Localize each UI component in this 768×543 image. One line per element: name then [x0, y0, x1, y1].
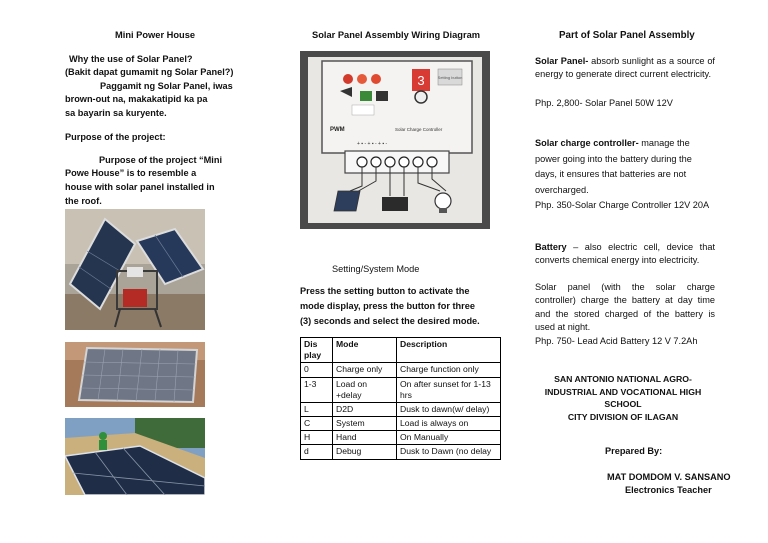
setting-button-label: Setting button	[437, 75, 463, 80]
setting-line-2: mode display, press the button for three	[300, 301, 475, 311]
why-answer-line-1: Paggamit ng Solar Panel, iwas	[100, 81, 233, 91]
purpose-line-4: the roof.	[65, 196, 102, 206]
header-description: Description	[397, 338, 501, 363]
prepared-by-label: Prepared By:	[605, 446, 663, 456]
solar-panel-photo	[65, 342, 205, 407]
cell-description: Dusk to dawn(w/ delay)	[397, 402, 501, 416]
cell-mode: Load on +delay	[333, 377, 397, 402]
solar-panel-stand-photo	[65, 209, 205, 330]
col1-title: Mini Power House	[115, 30, 196, 40]
author-role: Electronics Teacher	[625, 485, 712, 495]
battery-text: – also electric cell, device that converts chemical energy into electricity.	[535, 242, 715, 266]
header-display: Dis play	[301, 338, 333, 363]
cell-description: Charge function only	[397, 363, 501, 377]
school-line-3: SCHOOL	[604, 399, 642, 410]
cell-mode: D2D	[333, 402, 397, 416]
author-name: MAT DOMDOM V. SANSANO	[607, 472, 731, 482]
mode-table	[300, 337, 501, 460]
table-row	[301, 431, 501, 445]
why-answer-line-2: brown-out na, makakatipid ka pa	[65, 94, 208, 104]
charge-controller-price: Php. 350-Solar Charge Controller 12V 20A	[535, 200, 710, 210]
cell-description: On after sunset for 1-13 hrs	[397, 377, 501, 402]
cell-display: L	[301, 402, 333, 416]
cell-display: 0	[301, 363, 333, 377]
table-row	[301, 377, 501, 402]
cell-display: d	[301, 445, 333, 459]
battery-usage-text: Solar panel (with the solar charge controller) charge the battery at day time and the stored charged of the battery is used at night.	[535, 282, 715, 333]
battery-price: Php. 750- Lead Acid Battery 12 V 7.2Ah	[535, 336, 698, 346]
cell-display: 1-3	[301, 377, 333, 402]
setting-line-3: (3) seconds and select the desired mode.	[300, 316, 480, 326]
solar-panel-term: Solar Panel-	[535, 56, 589, 66]
purpose-line-3: house with solar panel installed in	[65, 182, 215, 192]
why-answer-line-3: sa bayarin sa kuryente.	[65, 108, 167, 118]
cell-mode: Debug	[333, 445, 397, 459]
table-row	[301, 363, 501, 377]
cell-mode: Hand	[333, 431, 397, 445]
terminal-signs: + ▪ - + ▪ - + ▪ -	[357, 141, 388, 147]
table-row	[301, 417, 501, 431]
wiring-diagram-image	[300, 51, 490, 229]
why-question: Why the use of Solar Panel?	[69, 54, 193, 64]
controller-label: Solar Charge Controller	[395, 127, 443, 132]
table-row	[301, 402, 501, 416]
rooftop-installation-photo	[65, 418, 205, 495]
header-mode: Mode	[333, 338, 397, 363]
school-division: CITY DIVISION OF ILAGAN	[567, 411, 679, 422]
battery-description	[535, 241, 715, 268]
charge-controller-term: Solar charge controller-	[535, 138, 639, 148]
school-line-2: INDUSTRIAL AND VOCATIONAL HIGH	[544, 386, 702, 397]
cell-mode: Charge only	[333, 363, 397, 377]
cell-description: Dusk to Dawn (no delay	[397, 445, 501, 459]
charge-controller-text: manage the power going into the battery during the days, it ensures that batteries are not overcharged.	[535, 138, 692, 195]
col2-title: Solar Panel Assembly Wiring Diagram	[312, 30, 481, 40]
mode-table-header	[301, 338, 501, 363]
col3-title: Part of Solar Panel Assembly	[559, 30, 695, 41]
school-line-1: SAN ANTONIO NATIONAL AGRO-	[554, 374, 692, 384]
cell-description: On Manually	[397, 431, 501, 445]
setting-line-1: Press the setting button to activate the	[300, 286, 470, 296]
cell-mode: System	[333, 417, 397, 431]
battery-term: Battery	[535, 242, 567, 252]
purpose-line-1: Purpose of the project “Mini	[99, 155, 223, 165]
solar-panel-text: absorb sunlight as a source of energy to generate direct current electricity.	[535, 56, 715, 80]
solar-panel-price: Php. 2,800- Solar Panel 50W 12V	[535, 98, 673, 108]
display-digit: 3	[417, 73, 425, 88]
cell-display: C	[301, 417, 333, 431]
why-question-filipino: (Bakit dapat gumamit ng Solar Panel?)	[65, 67, 234, 77]
table-row	[301, 445, 501, 459]
cell-description: Load is always on	[397, 417, 501, 431]
cell-display: H	[301, 431, 333, 445]
purpose-heading: Purpose of the project:	[65, 132, 166, 142]
pwm-label: PWM	[330, 127, 345, 133]
solar-panel-description	[535, 55, 715, 82]
school-name	[528, 373, 718, 423]
setting-title: Setting/System Mode	[332, 264, 420, 274]
purpose-line-2: Powe House” is to resemble a	[65, 168, 197, 178]
charge-controller-description	[535, 136, 715, 199]
